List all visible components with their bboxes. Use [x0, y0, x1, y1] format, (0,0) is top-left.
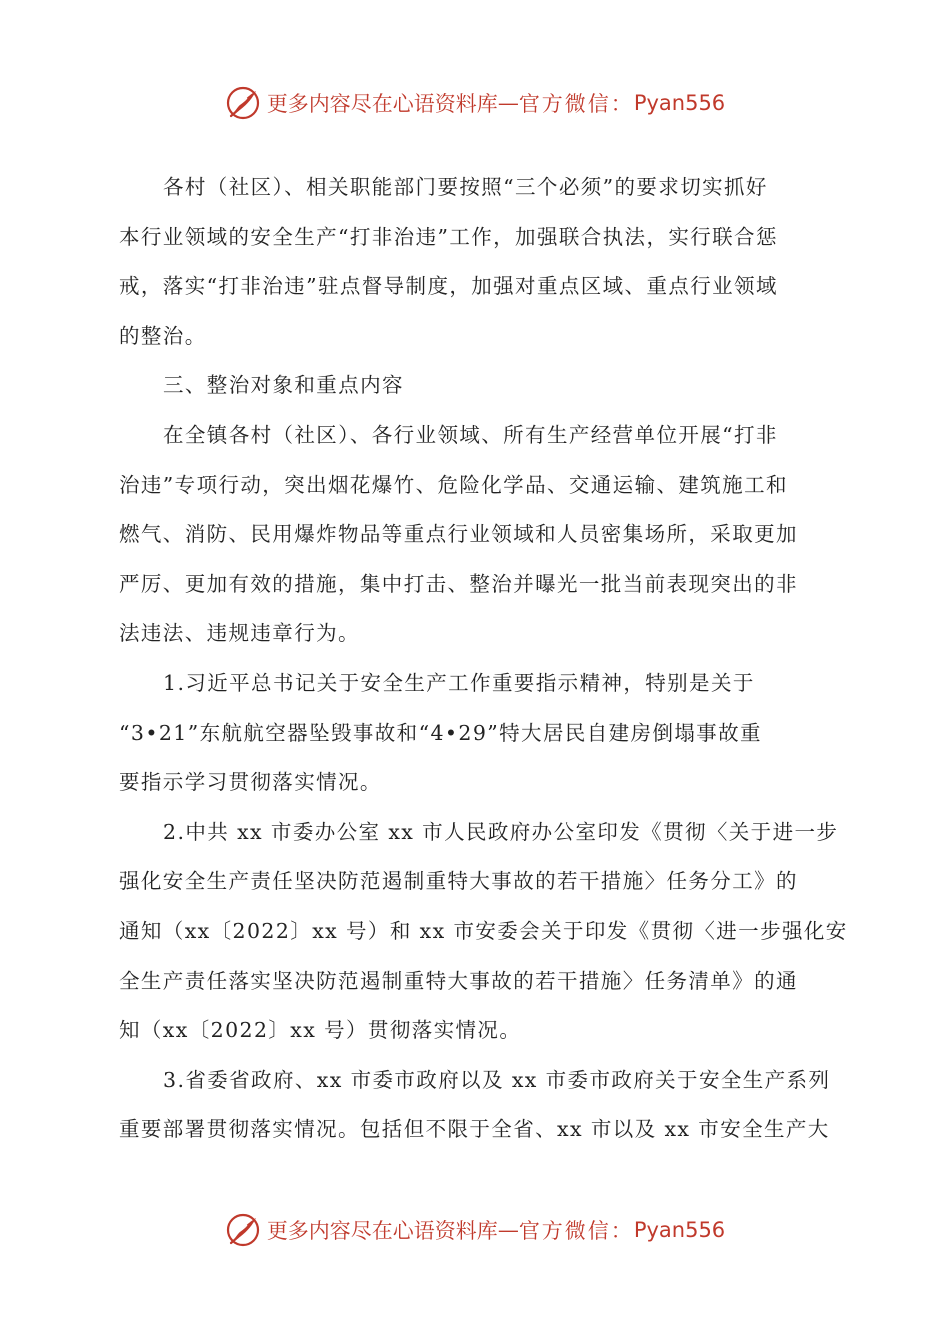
site-name: 更多内容尽在心语资料库 [266, 1219, 498, 1243]
text-line: 重要部署贯彻落实情况。包括但不限于全省、xx 市以及 xx 市安全生产大 [119, 1117, 830, 1142]
wechat-id: Pyan556 [633, 1218, 726, 1242]
list-item-1 [119, 659, 831, 808]
text-line: 3.省委省政府、xx 市委市政府以及 xx 市委市政府关于安全生产系列 [163, 1067, 831, 1092]
section-heading [119, 361, 831, 411]
list-item-2 [119, 808, 848, 1056]
text-line: 在全镇各村（社区）、各行业领域、所有生产经营单位开展“打非 [163, 422, 778, 447]
header-banner [0, 78, 950, 128]
document-body [119, 163, 848, 1155]
site-name: 更多内容尽在心语资料库 [266, 92, 498, 116]
banner-dash: — [497, 91, 519, 115]
text-line: 治违”专项行动，突出烟花爆竹、危险化学品、交通运输、建筑施工和 [119, 472, 788, 497]
text-line: “3•21”东航航空器坠毁事故和“4•29”特大居民自建房倒塌事故重 [119, 720, 762, 745]
text-line: 强化安全生产责任坚决防范遏制重特大事故的若干措施〉任务分工》的 [119, 869, 798, 894]
text-line: 1.习近平总书记关于安全生产工作重要指示精神，特别是关于 [163, 670, 755, 695]
section-heading-text: 三、整治对象和重点内容 [163, 373, 404, 398]
text-line: 通知（xx〔2022〕xx 号）和 xx 市安委会关于印发《贯彻〈进一步强化安 [119, 918, 848, 943]
text-line: 燃气、消防、民用爆炸物品等重点行业领域和人员密集场所，采取更加 [119, 522, 798, 547]
text-line: 法违法、违规违章行为。 [119, 621, 360, 646]
quill-pen-logo-icon [225, 85, 261, 121]
text-line: 本行业领域的安全生产“打非治违”工作，加强联合执法，实行联合惩 [119, 224, 778, 249]
text-line: 要指示学习贯彻落实情况。 [119, 770, 382, 795]
text-line: 的整治。 [119, 323, 207, 348]
wechat-id: Pyan556 [633, 91, 726, 115]
footer-banner [0, 1205, 950, 1255]
banner-dash: — [497, 1218, 519, 1242]
list-item-3 [119, 1056, 831, 1155]
text-line: 各村（社区）、相关职能部门要按照“三个必须”的要求切实抓好 [163, 175, 768, 199]
text-line: 2.中共 xx 市委办公室 xx 市人民政府办公室印发《贯彻〈关于进一步 [163, 819, 839, 844]
text-line: 戒，落实“打非治违”驻点督导制度，加强对重点区域、重点行业领域 [119, 274, 778, 299]
paragraph-2 [119, 411, 831, 659]
quill-pen-logo-icon [225, 1212, 261, 1248]
wechat-label: 官方微信： [518, 1219, 634, 1243]
text-line: 严厉、更加有效的措施，集中打击、整治并曝光一批当前表现突出的非 [119, 571, 798, 596]
wechat-label: 官方微信： [518, 92, 634, 116]
paragraph-1 [119, 163, 831, 361]
text-line: 全生产责任落实坚决防范遏制重特大事故的若干措施〉任务清单》的通 [119, 968, 798, 993]
text-line: 知（xx〔2022〕xx 号）贯彻落实情况。 [119, 1018, 522, 1043]
